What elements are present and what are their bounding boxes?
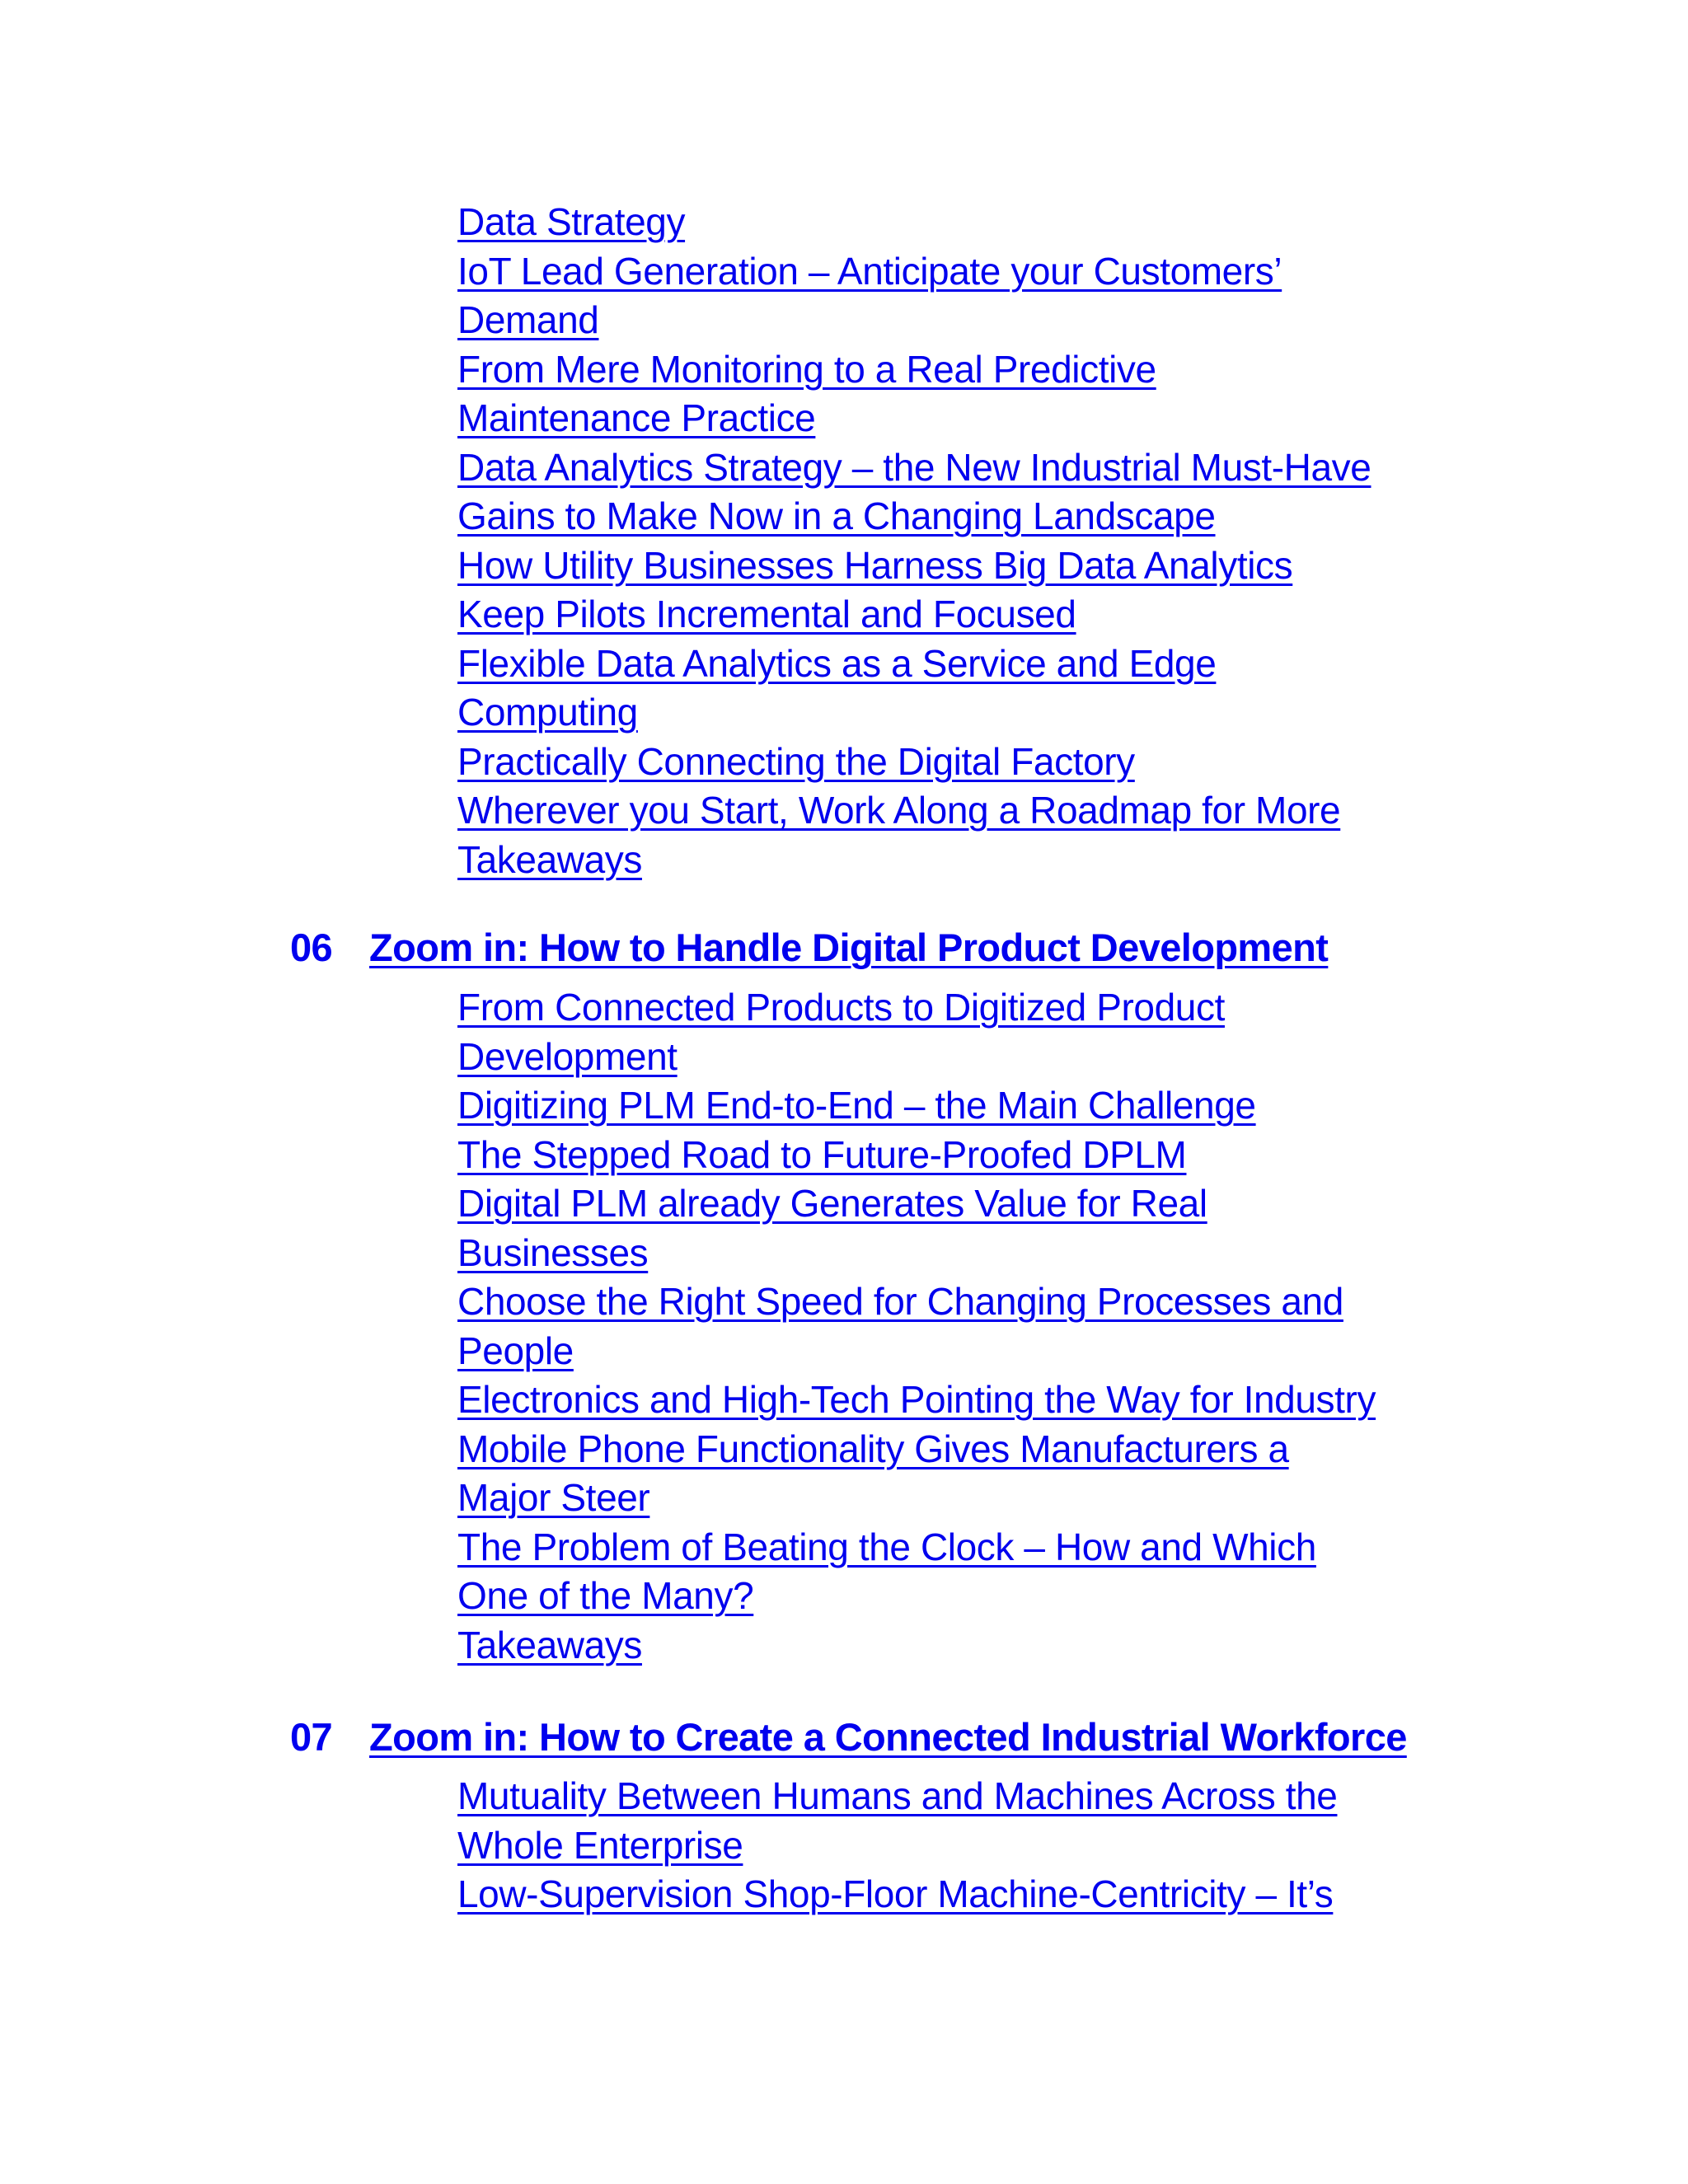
toc-entry-text: Mutuality Between Humans and Machines Across the — [457, 1774, 1338, 1817]
toc-entry-data-analytics-strategy[interactable] — [457, 443, 1479, 493]
toc-entry-text: Takeaways — [457, 1623, 642, 1666]
toc-chapter-06[interactable] — [290, 923, 1328, 972]
toc-entry-iot-lead-generation[interactable] — [457, 247, 1479, 345]
toc-entry-text: Maintenance Practice — [457, 396, 816, 439]
toc-entry-text: Practically Connecting the Digital Factory — [457, 739, 1135, 783]
chapter-number: 07 — [290, 1715, 333, 1759]
chapter-title: Zoom in: How to Create a Connected Industrial Workforce — [369, 1715, 1407, 1759]
toc-entry-keep-pilots-incremental[interactable] — [457, 590, 1479, 640]
toc-entry-digitizing-plm[interactable] — [457, 1081, 1479, 1131]
toc-entry-text: How Utility Businesses Harness Big Data Analytics — [457, 543, 1293, 587]
toc-entry-text: From Connected Products to Digitized Product — [457, 986, 1225, 1029]
toc-entry-text: Takeaways — [457, 837, 642, 881]
toc-entry-text: Choose the Right Speed for Changing Processes and — [457, 1280, 1343, 1323]
toc-entry-flexible-data-analytics[interactable] — [457, 640, 1479, 738]
toc-entry-text: The Stepped Road to Future-Proofed DPLM — [457, 1132, 1187, 1176]
toc-entry-text: One of the Many? — [457, 1574, 754, 1617]
toc-entry-gains-to-make-now[interactable] — [457, 492, 1479, 541]
toc-entry-text: Major Steer — [457, 1476, 650, 1519]
chapter-title: Zoom in: How to Handle Digital Product Development — [369, 926, 1329, 969]
toc-entry-mutuality-humans-machines[interactable] — [457, 1772, 1479, 1870]
toc-entry-connected-products[interactable] — [457, 983, 1479, 1081]
toc-entry-beating-the-clock[interactable] — [457, 1523, 1479, 1621]
toc-entry-text: Mobile Phone Functionality Gives Manufacturers a — [457, 1427, 1289, 1470]
toc-section-07 — [0, 1772, 1688, 1919]
chapter-number: 06 — [290, 926, 333, 969]
toc-entry-predictive-maintenance[interactable] — [457, 345, 1479, 443]
toc-entry-right-speed[interactable] — [457, 1277, 1479, 1376]
toc-entry-text: Digitizing PLM End-to-End – the Main Challenge — [457, 1084, 1256, 1127]
toc-entry-text: Digital PLM already Generates Value for Real — [457, 1182, 1207, 1225]
toc-chapter-07[interactable] — [290, 1713, 1407, 1762]
toc-entry-text: Demand — [457, 298, 599, 341]
toc-entry-text: Data Analytics Strategy – the New Industrial Must-Have — [457, 445, 1372, 489]
toc-section-05 — [0, 198, 1688, 884]
toc-entry-text: Whole Enterprise — [457, 1823, 743, 1867]
toc-entry-text: Keep Pilots Incremental and Focused — [457, 593, 1076, 635]
toc-entry-connecting-digital-factory[interactable] — [457, 738, 1479, 787]
toc-entry-text: Low-Supervision Shop-Floor Machine-Centricity – It’s — [457, 1872, 1334, 1915]
toc-entry-utility-big-data[interactable] — [457, 541, 1479, 591]
toc-entry-text: People — [457, 1329, 574, 1372]
toc-entry-roadmap[interactable] — [457, 786, 1479, 836]
toc-entry-list — [457, 198, 1479, 884]
toc-entry-mobile-phone[interactable] — [457, 1425, 1479, 1523]
toc-entry-text: Computing — [457, 691, 638, 733]
toc-entry-takeaways[interactable] — [457, 836, 1479, 885]
toc-entry-list — [457, 1772, 1479, 1919]
toc-entry-list — [457, 983, 1479, 1670]
toc-entry-text: Businesses — [457, 1230, 649, 1274]
toc-entry-text: From Mere Monitoring to a Real Predictive — [457, 347, 1156, 391]
toc-entry-text: Data Strategy — [457, 200, 686, 243]
toc-entry-digital-plm-value[interactable] — [457, 1179, 1479, 1277]
toc-entry-text: Gains to Make Now in a Changing Landscape — [457, 494, 1216, 537]
toc-entry-text: IoT Lead Generation – Anticipate your Customers’ — [457, 249, 1282, 293]
toc-entry-text: Flexible Data Analytics as a Service and Edge — [457, 641, 1217, 685]
toc-entry-electronics-high-tech[interactable] — [457, 1376, 1479, 1425]
toc-entry-text: The Problem of Beating the Clock – How and Which — [457, 1525, 1316, 1568]
toc-entry-data-strategy[interactable] — [457, 198, 1479, 247]
toc-entry-text: Development — [457, 1034, 678, 1078]
toc-entry-low-supervision-shop-floor[interactable] — [457, 1870, 1479, 1919]
toc-entry-text: Electronics and High-Tech Pointing the Way for Industry — [457, 1378, 1376, 1421]
toc-entry-text: Wherever you Start, Work Along a Roadmap for More — [457, 789, 1341, 832]
toc-section-06 — [0, 983, 1688, 1670]
toc-entry-takeaways[interactable] — [457, 1621, 1479, 1671]
toc-entry-stepped-road-dplm[interactable] — [457, 1131, 1479, 1180]
